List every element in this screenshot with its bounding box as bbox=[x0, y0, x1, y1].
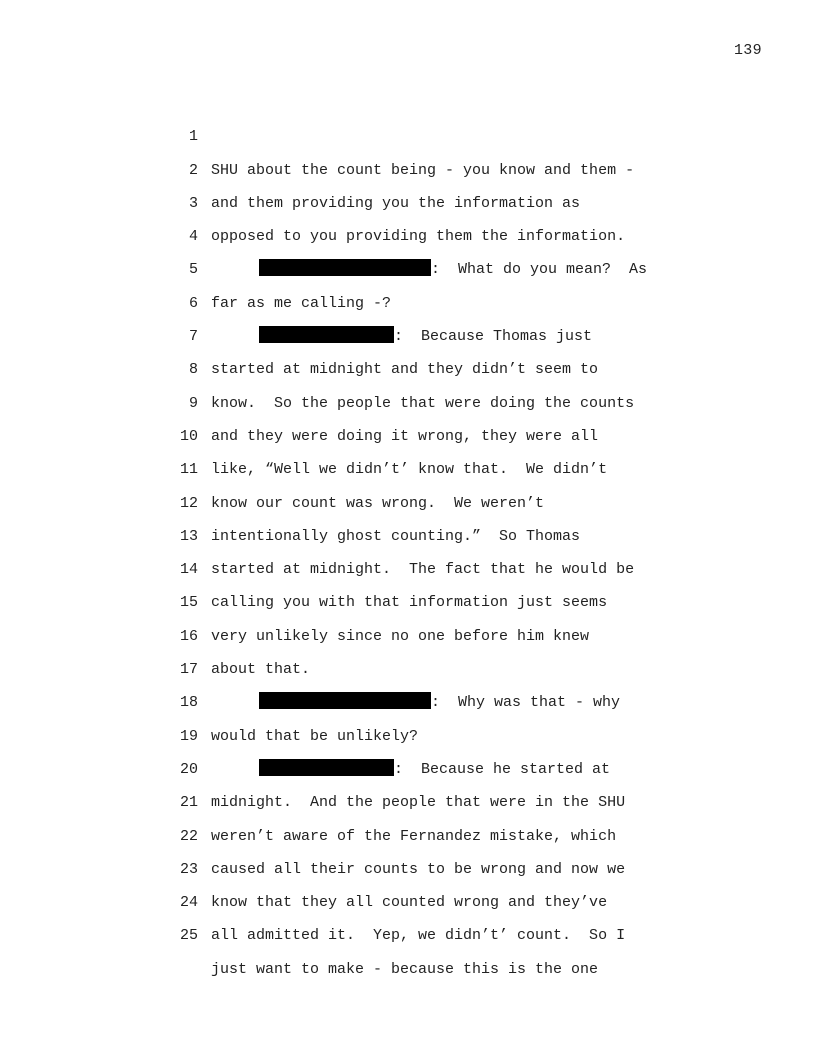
line-text: about that. bbox=[211, 661, 311, 679]
line-number: 23 bbox=[179, 860, 198, 878]
line-text: started at midnight. The fact that he would be bbox=[211, 561, 635, 579]
line-text: caused all their counts to be wrong and now we bbox=[211, 860, 626, 878]
line-number: 5 bbox=[188, 261, 198, 279]
line-number: 16 bbox=[179, 627, 198, 645]
line-number: 12 bbox=[179, 494, 198, 512]
speaker-statement: : What do you mean? As bbox=[431, 261, 648, 279]
line-number: 2 bbox=[188, 161, 198, 179]
line-text: very unlikely since no one before him knew bbox=[211, 627, 590, 645]
line-number: 6 bbox=[188, 294, 198, 312]
line-number: 13 bbox=[179, 527, 198, 545]
line-number: 14 bbox=[179, 561, 198, 579]
line-number: 20 bbox=[179, 760, 198, 778]
line-text: opposed to you providing them the information. bbox=[211, 228, 626, 246]
line-text: midnight. And the people that were in the SHU bbox=[211, 794, 626, 812]
line-number: 25 bbox=[179, 927, 198, 945]
transcript-line bbox=[0, 87, 816, 179]
line-number: 1 bbox=[188, 128, 198, 146]
line-text: far as me calling -? bbox=[211, 294, 392, 312]
speaker-statement: : Because he started at bbox=[394, 760, 611, 778]
line-text: would that be unlikely? bbox=[211, 727, 419, 745]
transcript-body bbox=[0, 87, 816, 978]
line-number: 24 bbox=[179, 894, 198, 912]
line-number: 15 bbox=[179, 594, 198, 612]
line-text: know that they all counted wrong and they’ve bbox=[211, 894, 608, 912]
speaker-statement: : Because Thomas just bbox=[394, 328, 593, 346]
speaker-statement: : Why was that - why bbox=[431, 694, 621, 712]
line-text: started at midnight and they didn’t seem to bbox=[211, 361, 599, 379]
line-number: 22 bbox=[179, 827, 198, 845]
line-text: and them providing you the information as bbox=[211, 194, 581, 212]
line-number: 8 bbox=[188, 361, 198, 379]
line-number: 3 bbox=[188, 194, 198, 212]
line-number: 21 bbox=[179, 794, 198, 812]
line-text: weren’t aware of the Fernandez mistake, which bbox=[211, 827, 617, 845]
line-text: SHU about the count being - you know and them - bbox=[211, 161, 635, 179]
page-number: 139 bbox=[734, 42, 762, 59]
line-number: 19 bbox=[179, 727, 198, 745]
line-text: know our count was wrong. We weren’t bbox=[211, 494, 545, 512]
line-text: all admitted it. Yep, we didn’t’ count. So I bbox=[211, 927, 626, 945]
line-number: 11 bbox=[179, 461, 198, 479]
line-number: 7 bbox=[188, 328, 198, 346]
line-text: like, “Well we didn’t’ know that. We didn’t bbox=[211, 461, 608, 479]
line-text: just want to make - because this is the one bbox=[211, 960, 599, 978]
line-text: intentionally ghost counting.” So Thomas bbox=[211, 527, 581, 545]
line-number: 10 bbox=[179, 427, 198, 445]
line-number: 9 bbox=[188, 394, 198, 412]
line-number: 4 bbox=[188, 228, 198, 246]
line-number: 18 bbox=[179, 694, 198, 712]
line-text: and they were doing it wrong, they were all bbox=[211, 427, 599, 445]
line-text: calling you with that information just seems bbox=[211, 594, 608, 612]
line-text: know. So the people that were doing the counts bbox=[211, 394, 635, 412]
line-number: 17 bbox=[179, 661, 198, 679]
